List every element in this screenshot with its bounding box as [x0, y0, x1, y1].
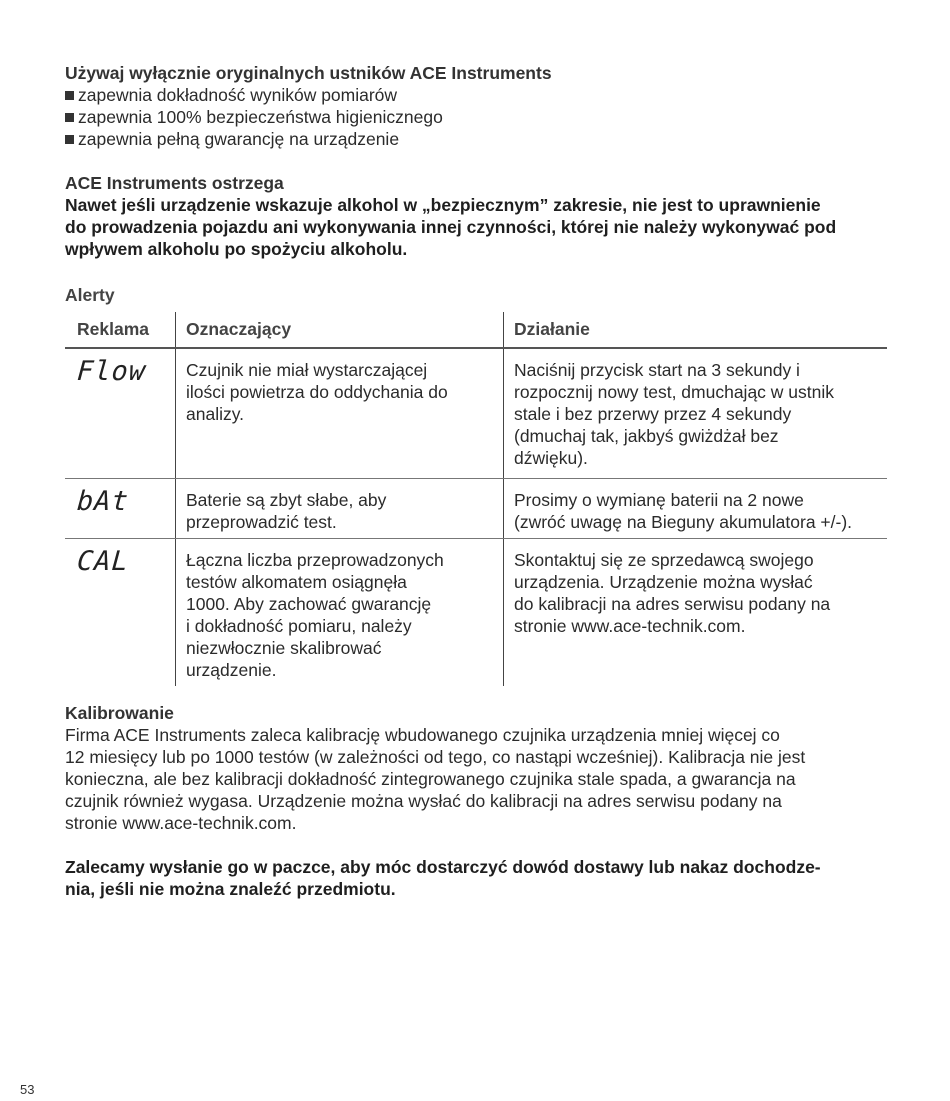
- table-row: [65, 478, 887, 538]
- table-header-row: [65, 312, 887, 348]
- warning-text: Nawet jeśli urządzenie wskazuje alkohol w „bezpiecznym” zakresie, nie jest to uprawnienie do prowadzenia pojazdu ani wykonywania innej czynności, której nie należy wykonywać pod wpływem alkoholu po spożyciu alkoholu.: [65, 195, 837, 259]
- calibration-text: Firma ACE Instruments zaleca kalibrację wbudowanego czujnika urządzenia mniej więcej co 12 miesięcy lub po 1000 testów (w zależności od tego, co nastąpi wcześniej). Kalibracja nie jest konieczna, ale bez kalibracji dokładność zintegrowanego czujnika stale spada, a gwarancja na czujnik również wygasa. Urządzenie można wysłać do kalibracji na adres serwisu podany na stronie www.ace-technik.com.: [65, 724, 806, 833]
- table-row: [65, 348, 887, 478]
- display-code-cell: [65, 348, 176, 478]
- page-number: 53: [20, 1082, 35, 1097]
- usage-heading: Używaj wyłącznie oryginalnych ustników ACE Instruments: [65, 63, 552, 83]
- header-meaning: Oznaczający: [176, 312, 504, 348]
- meaning-cell: Czujnik nie miał wystarczającej ilości powietrza do oddychania do analizy.: [176, 348, 504, 478]
- list-item: zapewnia pełną gwarancję na urządzenie: [65, 128, 887, 150]
- alerts-table: [65, 312, 887, 686]
- display-code: bAt: [75, 485, 130, 517]
- calibration-heading: Kalibrowanie: [65, 702, 174, 723]
- header-display: Reklama: [65, 312, 176, 348]
- display-code-cell: [65, 478, 176, 538]
- meaning-cell: Łączna liczba przeprowadzonych testów alkomatem osiągnęła 1000. Aby zachować gwarancję i dokładność pomiaru, należy niezwłocznie skalibrować urządzenie.: [176, 538, 504, 686]
- bullet-square-icon: [65, 135, 74, 144]
- table-row: [65, 538, 887, 686]
- usage-bullet-list: [65, 84, 887, 150]
- bullet-square-icon: [65, 113, 74, 122]
- action-cell: Skontaktuj się ze sprzedawcą swojego urządzenia. Urządzenie można wysłać do kalibracji na adres serwisu podany na stronie www.ace-technik.com.: [504, 538, 888, 686]
- recommendation-text: Zalecamy wysłanie go w paczce, aby móc dostarczyć dowód dostawy lub nakaz dochodze- nia, jeśli nie można znaleźć przedmiotu.: [65, 856, 821, 899]
- list-item: zapewnia 100% bezpieczeństwa higienicznego: [65, 106, 887, 128]
- warning-heading: ACE Instruments ostrzega: [65, 173, 284, 193]
- bullet-square-icon: [65, 91, 74, 100]
- document-page: [65, 62, 887, 900]
- action-cell: Prosimy o wymianę baterii na 2 nowe (zwróć uwagę na Bieguny akumulatora +/-).: [504, 478, 888, 538]
- display-code: Flow: [75, 356, 148, 387]
- meaning-cell: Baterie są zbyt słabe, aby przeprowadzić test.: [176, 478, 504, 538]
- header-action: Działanie: [504, 312, 888, 348]
- action-cell: Naciśnij przycisk start na 3 sekundy i rozpocznij nowy test, dmuchając w ustnik stale i bez przerwy przez 4 sekundy (dmuchaj tak, jakbyś gwiżdżał bez dźwięku).: [504, 348, 888, 478]
- display-code-cell: [65, 538, 176, 686]
- list-item: zapewnia dokładność wyników pomiarów: [65, 84, 887, 106]
- alerts-title: Alerty: [65, 285, 115, 305]
- display-code: CAL: [75, 545, 130, 577]
